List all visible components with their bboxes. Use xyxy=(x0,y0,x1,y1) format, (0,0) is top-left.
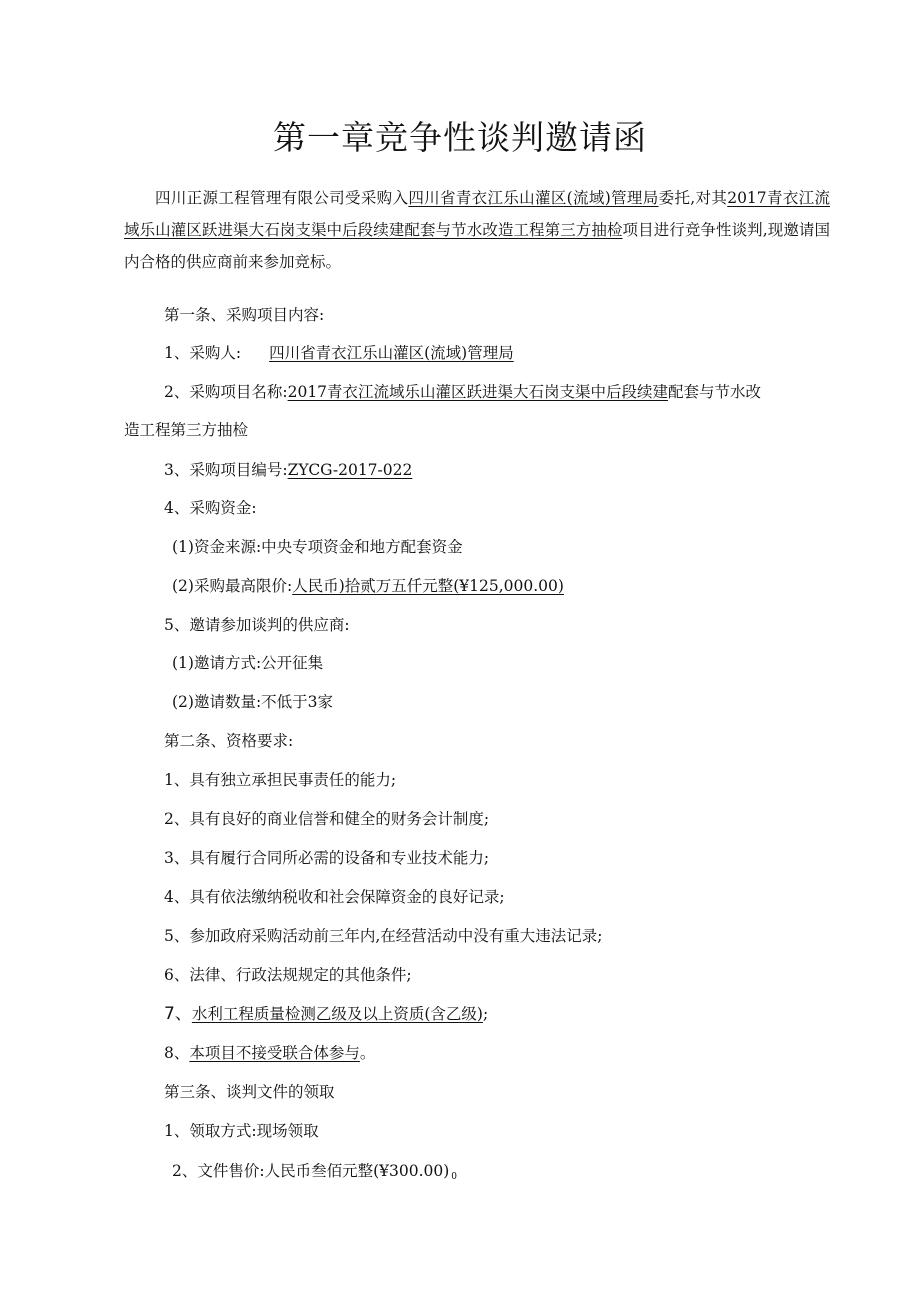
article-1-heading: 第一条、采购项目内容: xyxy=(164,306,325,324)
intro-project: 2017青衣江流域乐山灌区跃进渠大石岗支渠中后段续建配套与节水改造工程第三方抽检 xyxy=(124,189,830,239)
requirement-4: 4、具有依法缴纳税收和社会保障资金的良好记录; xyxy=(164,888,505,906)
project-name-rest: 配套与节水改 xyxy=(668,383,762,401)
invite-method: (1)邀请方式:公开征集 xyxy=(172,654,324,672)
intro-paragraph xyxy=(124,182,830,278)
project-name-label: 2、采购项目名称: xyxy=(164,383,288,401)
requirement-8 xyxy=(164,1041,375,1065)
max-price-value: 人民币)拾贰万五仟元整(¥125,000.00) xyxy=(292,577,564,595)
requirement-3: 3、具有履行合同所必需的设备和专业技术能力; xyxy=(164,849,490,867)
project-name-line xyxy=(164,380,761,404)
requirement-6: 6、法律、行政法规规定的其他条件; xyxy=(164,966,412,984)
requirement-8-text: 本项目不接受联合体参与 xyxy=(189,1044,360,1062)
project-code-value: ZYCG-2017-022 xyxy=(287,461,413,479)
project-code-label: 3、采购项目编号: xyxy=(164,461,288,479)
collection-method: 1、领取方式:现场领取 xyxy=(164,1122,319,1140)
article-2-heading: 第二条、资格要求: xyxy=(164,732,294,750)
requirement-8-number: 8、 xyxy=(164,1044,190,1062)
document-price-line xyxy=(172,1159,457,1183)
requirement-7-qualification: 水利工程质量检测乙级及以上资质(含乙级) xyxy=(191,1005,483,1023)
intro-text-2: 委托,对其 xyxy=(658,189,728,207)
document-price-mark: 0 xyxy=(451,1172,458,1182)
buyer-line xyxy=(164,341,514,365)
requirement-7 xyxy=(164,1002,488,1026)
requirement-2: 2、具有良好的商业信誉和健全的财务会计制度; xyxy=(164,810,490,828)
requirement-5: 5、参加政府采购活动前三年内,在经营活动中没有重大违法记录; xyxy=(164,927,603,945)
fund-source: (1)资金来源:中央专项资金和地方配套资金 xyxy=(172,538,463,556)
requirement-7-number: 7、 xyxy=(164,1004,192,1024)
invite-heading: 5、邀请参加谈判的供应商: xyxy=(164,616,350,634)
intro-text-3: 项目进行竞争性谈判,现邀请国内合格的供应商前来参加竞标。 xyxy=(124,221,830,271)
max-price-label: (2)采购最高限价: xyxy=(172,577,293,595)
requirement-7-end: ; xyxy=(482,1005,489,1023)
page-title: 第一章竞争性谈判邀请函 xyxy=(273,118,647,157)
document-price: 2、文件售价:人民币叁佰元整(¥300.00) xyxy=(172,1162,450,1180)
requirement-8-end: 。 xyxy=(359,1044,376,1062)
intro-text-1: 四川正源工程管理有限公司受采购入 xyxy=(155,189,409,207)
project-code-line xyxy=(164,458,412,482)
invite-count: (2)邀请数量:不低于3家 xyxy=(172,693,334,711)
fund-heading: 4、采购资金: xyxy=(164,499,257,517)
max-price-line xyxy=(172,574,564,598)
buyer-value: 四川省青衣江乐山灌区(流域)管理局 xyxy=(269,344,514,362)
buyer-label: 1、采购人: xyxy=(164,344,242,362)
article-3-heading: 第三条、谈判文件的领取 xyxy=(164,1083,335,1101)
project-name-underlined: 2017青衣江流域乐山灌区跃进渠大石岗支渠中后段续建 xyxy=(287,383,669,401)
project-name-continued: 造工程第三方抽检 xyxy=(124,421,249,439)
requirement-1: 1、具有独立承担民事责任的能力; xyxy=(164,771,397,789)
intro-buyer: 四川省青衣江乐山灌区(流域)管理局 xyxy=(408,189,659,207)
